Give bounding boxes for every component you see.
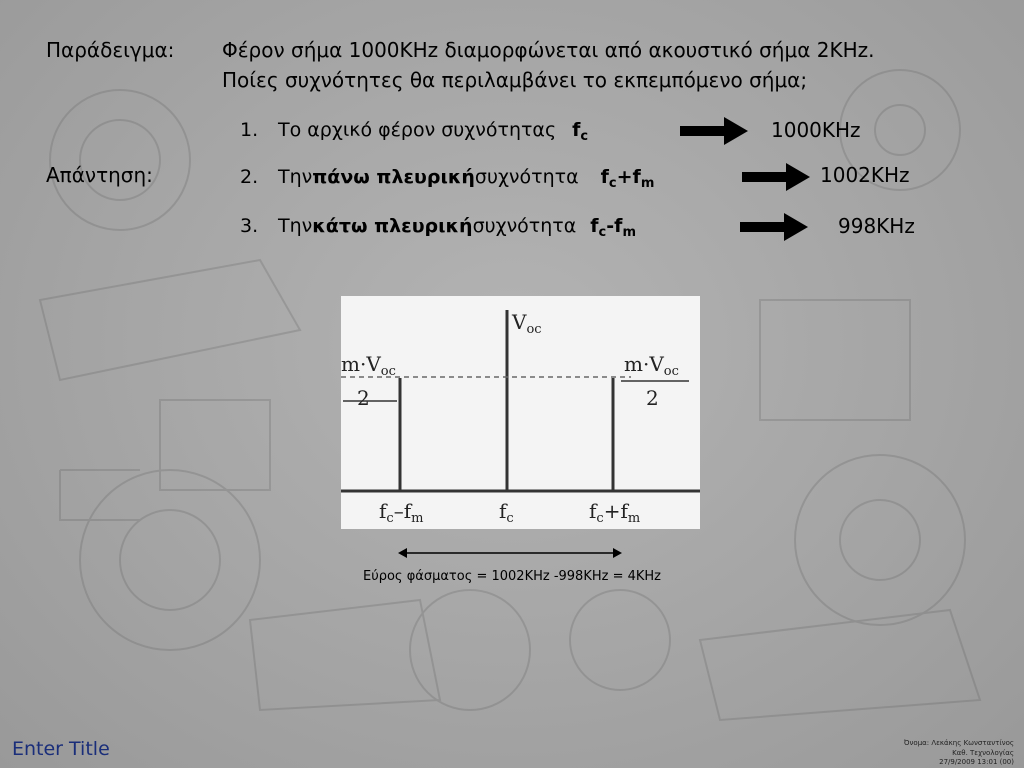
item-text-suffix: συχνότητα — [474, 166, 579, 188]
item-1-value: 1000KHz — [771, 118, 861, 142]
left-amplitude-denominator: 2 — [357, 386, 370, 410]
upper-sideband-formula: $f_c+f_m$ — [600, 166, 655, 191]
question-line-1: Φέρον σήμα 1000KHz διαμορφώνεται από ακουστικό σήμα 2KHz. — [222, 38, 875, 62]
answer-label: Απάντηση: — [46, 163, 153, 187]
upper-sideband-tick-label: $f_c+f_m$ — [589, 499, 641, 526]
answer-item-3 — [240, 215, 636, 240]
am-spectrum-diagram — [341, 296, 700, 529]
right-amplitude-denominator: 2 — [646, 386, 659, 410]
arrow-right-icon — [680, 117, 750, 145]
question-line-2: Ποίες συχνότητες θα περιλαμβάνει το εκπεμπόμενο σήμα; — [222, 68, 808, 92]
footer-role: Καθ. Τεχνολογίας — [952, 748, 1014, 757]
right-amplitude-numerator: $m\cdot V_{oc}$ — [624, 352, 679, 379]
bandwidth-caption: Εύρος φάσματος = 1002KHz -998KHz = 4KHz — [362, 569, 662, 584]
answer-item-1 — [240, 119, 588, 144]
voc-axis-label: $V_{oc}$ — [512, 310, 542, 337]
bandwidth-double-arrow-icon — [398, 546, 622, 560]
arrow-right-icon — [740, 213, 810, 241]
item-2-value: 1002KHz — [820, 163, 910, 187]
lower-sideband-tick-label: $f_c-f_m$ — [379, 499, 424, 526]
item-number: 1. — [240, 119, 259, 141]
item-number: 3. — [240, 215, 259, 237]
left-amplitude-numerator: $m\cdot V_{oc}$ — [341, 352, 396, 379]
arrow-right-icon — [742, 163, 812, 191]
item-text-suffix: συχνότητα — [472, 215, 577, 237]
answer-item-2 — [240, 166, 654, 191]
item-text-bold: πάνω πλευρική — [312, 166, 475, 188]
carrier-tick-label: $f_c$ — [499, 499, 514, 526]
item-number: 2. — [240, 166, 259, 188]
carrier-frequency-symbol: $f_c$ — [572, 119, 589, 144]
lower-sideband-formula: $f_c-f_m$ — [590, 215, 636, 240]
footer-author: Όνομα: Λεκάκης Κωνσταντίνος — [903, 739, 1014, 747]
item-text: Το αρχικό φέρον συχνότητας — [278, 119, 557, 141]
item-3-value: 998KHz — [838, 214, 915, 238]
item-text-prefix: Την — [278, 215, 313, 237]
footer-info — [904, 739, 1014, 768]
item-text-bold: κάτω πλευρική — [312, 215, 473, 237]
slide-title[interactable]: Enter Title — [12, 738, 110, 760]
item-text-prefix: Την — [278, 166, 313, 188]
example-label: Παράδειγμα: — [46, 38, 175, 62]
footer-date: 27/9/2009 13:01 (00) — [939, 758, 1014, 766]
